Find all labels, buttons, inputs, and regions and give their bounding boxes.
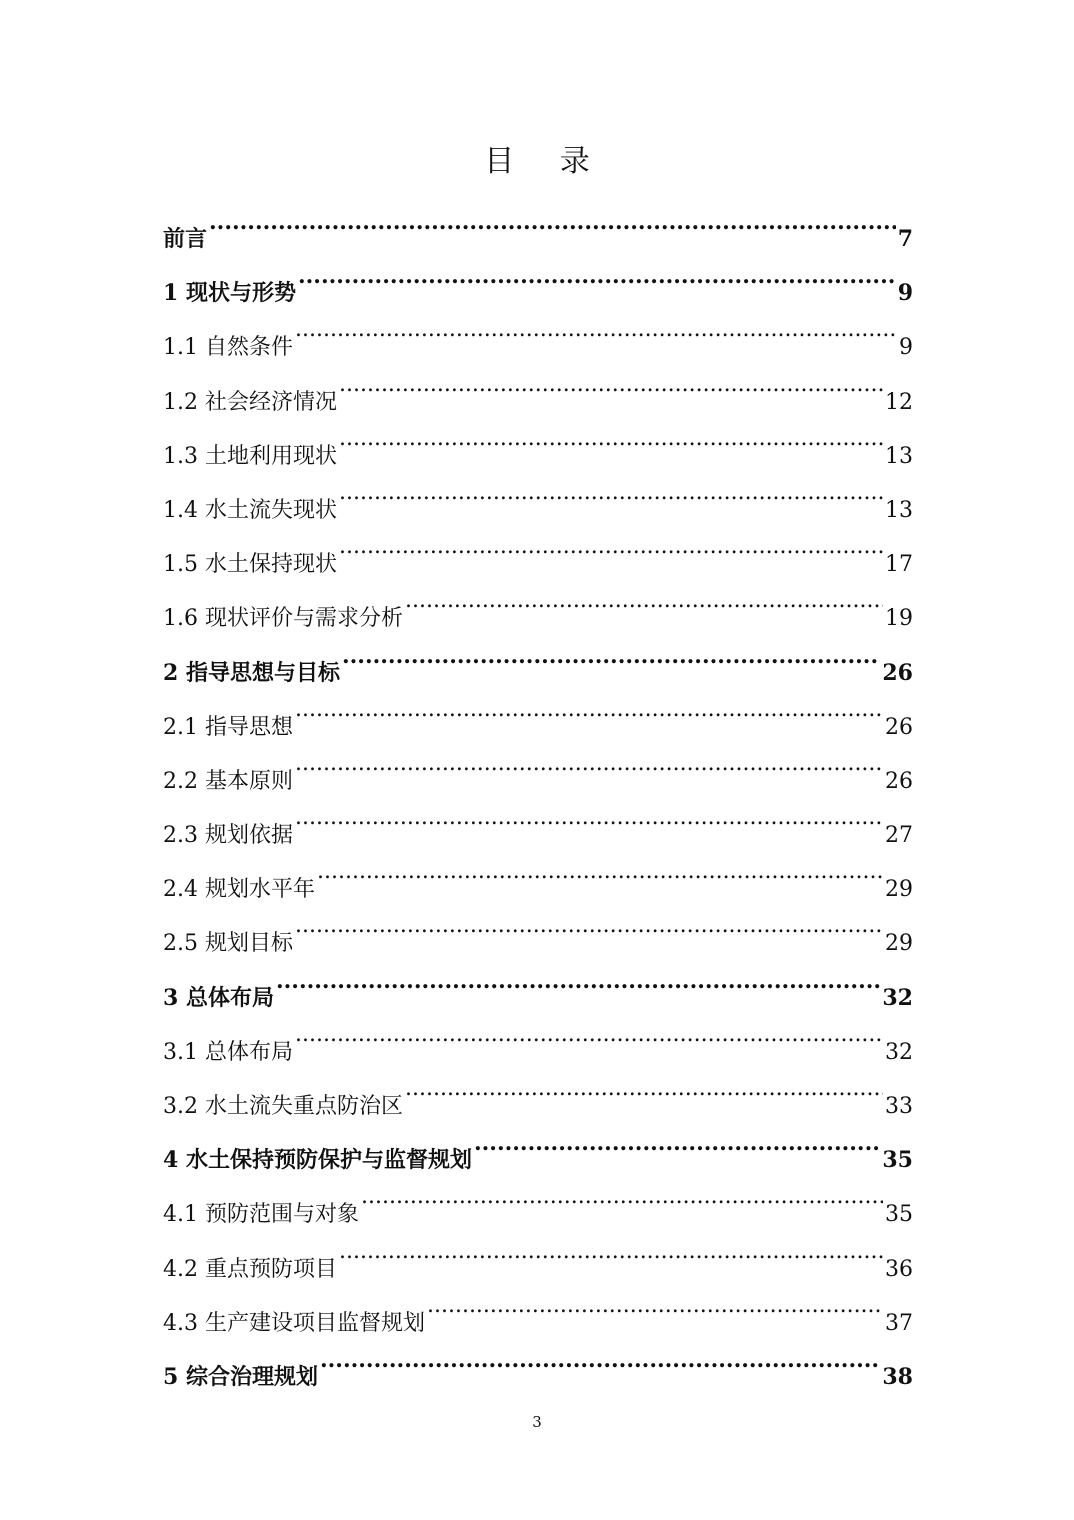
toc-leader-dots: [295, 788, 883, 842]
toc-entry-page: 7: [897, 226, 913, 252]
toc-leader-dots: [339, 463, 883, 517]
toc-entry-label: 1.3 土地利用现状: [163, 443, 337, 469]
toc-entry-page: 26: [882, 659, 913, 686]
toc-leader-dots: [405, 571, 883, 625]
toc-leader-dots: [427, 1276, 883, 1330]
toc-leader-dots: [209, 192, 896, 246]
toc-entry-page: 17: [885, 552, 913, 578]
toc-entry-page: 32: [885, 1039, 913, 1065]
toc-entry-page: 13: [885, 443, 913, 469]
toc-entry-label: 前言: [163, 226, 208, 252]
toc-entry[interactable]: [163, 192, 913, 252]
toc-entry-page: 27: [885, 823, 913, 849]
toc-entry-label: 4.3 生产建设项目监督规划: [163, 1310, 425, 1336]
toc-entry-page: 29: [885, 877, 913, 903]
toc-entry-page: 36: [885, 1256, 913, 1282]
toc-entry-label: 4.1 预防范围与对象: [163, 1202, 359, 1228]
toc-entry-page: 9: [899, 335, 913, 361]
toc-entry-label: 2.4 规划水平年: [163, 877, 315, 903]
toc-entry-label: 3 总体布局: [163, 984, 274, 1011]
toc-entry-page: 19: [885, 606, 913, 632]
toc-entry-label: 1.2 社会经济情况: [163, 389, 337, 415]
toc-entry-label: 4.2 重点预防项目: [163, 1256, 337, 1282]
toc-entry-label: 2.1 指导思想: [163, 714, 293, 740]
toc-entry-page: 13: [885, 497, 913, 523]
toc-leader-dots: [361, 1167, 883, 1221]
toc-entry-label: 3.2 水土流失重点防治区: [163, 1094, 403, 1119]
toc-leader-dots: [342, 626, 880, 680]
toc-leader-dots: [317, 842, 883, 896]
toc-entry[interactable]: [163, 246, 913, 307]
toc-leader-dots: [339, 1222, 883, 1276]
toc-entry-page: 29: [885, 931, 913, 957]
toc-leader-dots: [295, 896, 883, 950]
toc-entry-page: 32: [882, 984, 913, 1011]
toc-entry-page: 9: [897, 280, 913, 307]
toc-entry-label: 1.6 现状评价与需求分析: [163, 606, 403, 632]
toc-leader-dots: [339, 517, 883, 571]
toc-entry[interactable]: [163, 951, 913, 1011]
toc-entry-label: 2.3 规划依据: [163, 823, 293, 849]
toc-entry-page: 26: [885, 768, 913, 794]
toc-leader-dots: [295, 734, 883, 788]
toc-entry-label: 1 现状与形势: [163, 280, 296, 307]
toc-entry-page: 26: [885, 714, 913, 740]
toc-entry[interactable]: [163, 1005, 913, 1065]
page-number: 3: [532, 1413, 542, 1431]
toc-entry-label: 5 综合治理规划: [163, 1363, 318, 1390]
toc-entry-page: 35: [885, 1202, 913, 1228]
toc-leader-dots: [339, 409, 883, 463]
toc-entry-label: 2.5 规划目标: [163, 931, 293, 957]
toc-entry-page: 35: [882, 1147, 913, 1174]
toc-entry-label: 1.4 水土流失现状: [163, 497, 337, 523]
toc-entry-page: 12: [885, 389, 913, 415]
toc-leader-dots: [298, 246, 896, 300]
toc-entry-label: 2.2 基本原则: [163, 768, 293, 794]
toc-entry-label: 3.1 总体布局: [163, 1039, 293, 1065]
toc-leader-dots: [405, 1059, 883, 1113]
toc-leader-dots: [295, 300, 897, 354]
toc-leader-dots: [295, 1005, 883, 1059]
toc-entry-page: 33: [885, 1094, 913, 1119]
toc-entry-label: 2 指导思想与目标: [163, 659, 340, 686]
page-title: 目 录: [484, 144, 608, 179]
toc-entry-label: 4 水土保持预防保护与监督规划: [163, 1147, 472, 1174]
toc-entry-page: 37: [885, 1310, 913, 1336]
table-of-contents: [163, 192, 913, 1390]
toc-leader-dots: [320, 1330, 880, 1384]
toc-entry-page: 38: [882, 1363, 913, 1390]
toc-leader-dots: [474, 1113, 880, 1167]
toc-leader-dots: [295, 680, 883, 734]
toc-leader-dots: [276, 951, 880, 1005]
toc-entry-label: 1.5 水土保持现状: [163, 552, 337, 578]
toc-leader-dots: [339, 355, 883, 409]
toc-entry-label: 1.1 自然条件: [163, 335, 293, 361]
